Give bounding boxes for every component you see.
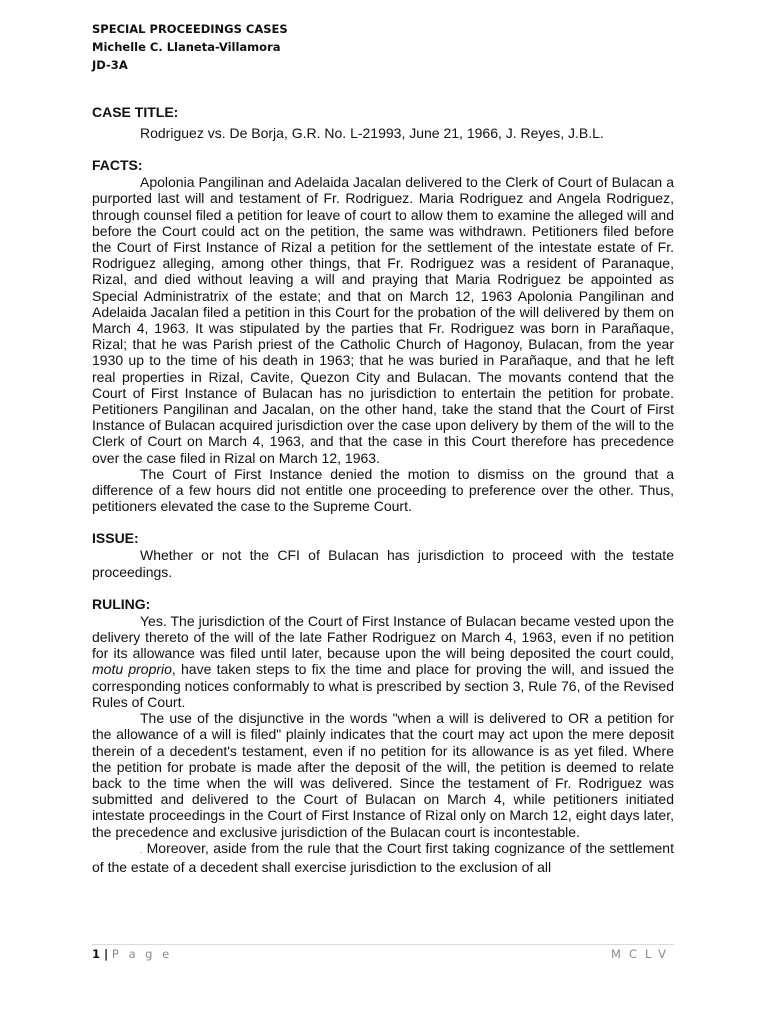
facts-section — [92, 157, 674, 514]
case-title-heading: CASE TITLE: — [92, 104, 179, 120]
ruling-section — [92, 596, 674, 875]
facts-heading: FACTS: — [92, 157, 143, 174]
case-title-text: Rodriguez vs. De Borja, G.R. No. L-21993, June 21, 1966, J. Reyes, J.B.L. — [140, 125, 604, 141]
issue-section — [92, 530, 674, 579]
ruling-text-after: , have taken steps to fix the time and place for proving the will, and issued the corresponding notices conformably to what is prescribed by section 3, Rule 76, of the Revised Rules of Court. — [92, 661, 674, 710]
course-title: SPECIAL PROCEEDINGS CASES — [92, 22, 288, 36]
stray-mark: . — [140, 845, 143, 855]
footer-divider — [92, 944, 674, 945]
case-title-section — [92, 104, 674, 141]
ruling-paragraph-1 — [92, 613, 674, 710]
author-initials: MCLV — [611, 947, 674, 961]
ruling-italic-term: motu proprio — [92, 661, 172, 678]
ruling-text-before: Yes. The jurisdiction of the Court of First Instance of Bulacan became vested upon the delivery thereto of the will of the late Father Rodriguez on March 4, 1963, even if no petition for its allowance was filed until later, because upon the will being deposited the court could, — [92, 612, 674, 662]
ruling-paragraph-2: The use of the disjunctive in the words "when a will is delivered to OR a petition for the allowance of a will is filed" plainly indicates that the court may act upon the mere deposit therein of a decedent's testament, even if no petition for its allowance is as yet filed. Where the petition for probate is made after the deposit of the will, the petition is deemed to relate back to the time when the will was delivered. Since the testament of Fr. Rodriguez was submitted and delivered to the Court of Bulacan on March 4, while petitioners initiated intestate proceedings in the Court of First Instance of Rizal only on March 12, eight days later, the precedence and exclusive jurisdiction of the Bulacan court is incontestable. — [92, 710, 674, 840]
ruling-paragraph-3 — [92, 840, 674, 875]
page-indicator — [92, 947, 172, 961]
facts-paragraph-2: The Court of First Instance denied the motion to dismiss on the ground that a difference of a few hours did not entitle one proceeding to preference over the other. Thus, petitioners elevated the case to the Supreme Court. — [92, 465, 674, 515]
page-label: P a g e — [111, 947, 173, 961]
ruling-heading: RULING: — [92, 595, 151, 612]
page-number: 1 | — [92, 947, 109, 961]
page-footer — [92, 947, 674, 961]
issue-heading: ISSUE: — [92, 530, 139, 547]
ruling-paragraph-3-text: Moreover, aside from the rule that the Court first taking cognizance of the settlement of the estate of a decedent shall exercise jurisdiction to the exclusion of all — [92, 839, 674, 875]
author-name: Michelle C. Llaneta-Villamora — [92, 40, 281, 54]
class-section: JD-3A — [92, 58, 128, 72]
document-header — [92, 20, 288, 74]
issue-text: Whether or not the CFI of Bulacan has jurisdiction to proceed with the testate proceedings. — [92, 547, 674, 580]
case-digest-body — [92, 104, 674, 875]
facts-paragraph-1: Apolonia Pangilinan and Adelaida Jacalan delivered to the Clerk of Court of Bulacan a purported last will and testament of Fr. Rodriguez. Maria Rodriguez and Angela Rodriguez, through counsel filed a petition for leave of court to allow them to examine the alleged will and before the Court could act on the petition, the same was withdrawn. Petitioners filed before the Court of First Instance of Rizal a petition for the settlement of the intestate estate of Fr. Rodriguez alleging, among other things, that Fr. Rodriguez was a resident of Paranaque, Rizal, and died without leaving a will and praying that Maria Rodriguez be appointed as Special Administratrix of the estate; and that on March 12, 1963 Apolonia Pangilinan and Adelaida Jacalan filed a petition in this Court for the probation of the will delivered by them on March 4, 1963. It was stipulated by the parties that Fr. Rodriguez was born in Parañaque, Rizal; that he was Parish priest of the Catholic Church of Hagonoy, Bulacan, from the year 1930 up to the time of his death in 1963; that he was buried in Parañaque, and that he left real properties in Rizal, Cavite, Quezon City and Bulacan. The movants contend that the Court of First Instance of Bulacan has no jurisdiction to entertain the petition for probate. Petitioners Pangilinan and Jacalan, on the other hand, take the stand that the Court of First Instance of Bulacan acquired jurisdiction over the case upon delivery by them of the will to the Clerk of Court on March 4, 1963, and that the case in this Court therefore has precedence over the case filed in Rizal on March 12, 1963. — [92, 174, 674, 466]
